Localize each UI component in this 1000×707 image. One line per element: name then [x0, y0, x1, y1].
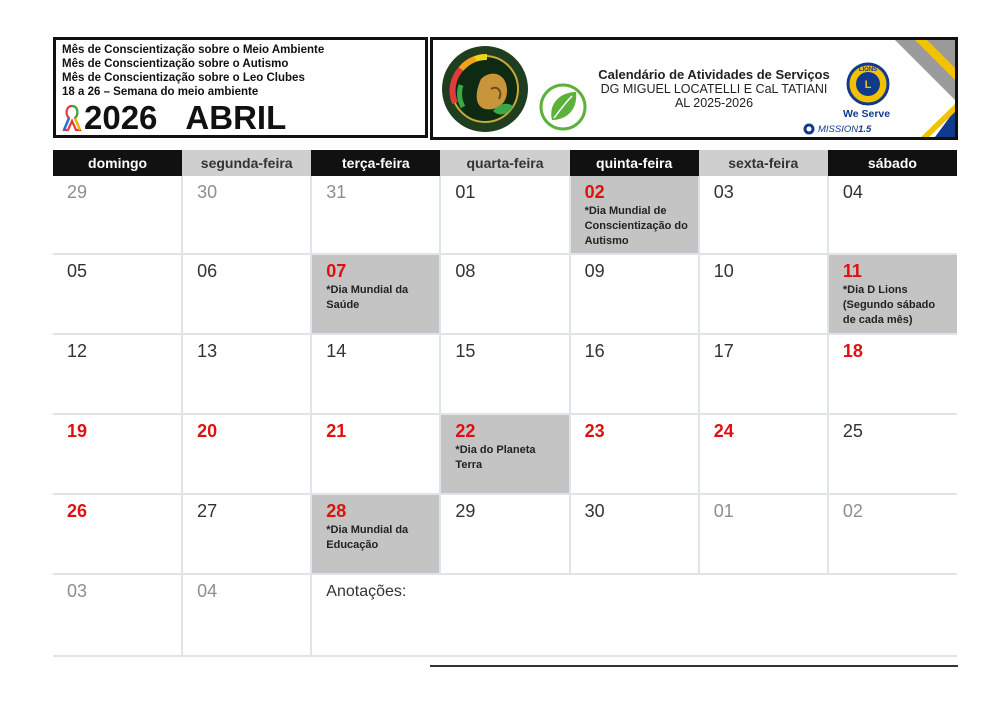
- weekday-header-row: [53, 150, 957, 176]
- calendar-title: Calendário de Atividades de Serviços: [598, 67, 830, 82]
- day-number: 15: [455, 341, 476, 361]
- day-number: 14: [326, 341, 347, 361]
- day-number: 19: [67, 421, 88, 441]
- day-cell[interactable]: [53, 254, 182, 334]
- day-cell[interactable]: [53, 334, 182, 414]
- day-cell[interactable]: [570, 254, 699, 334]
- day-number: 06: [197, 261, 218, 281]
- week-row: [53, 494, 957, 574]
- day-number: 03: [713, 182, 734, 202]
- day-cell[interactable]: [53, 414, 182, 494]
- awareness-panel: [53, 37, 428, 138]
- day-number: 01: [713, 501, 734, 521]
- day-cell[interactable]: [828, 494, 957, 574]
- day-cell[interactable]: [699, 494, 828, 574]
- day-number: 08: [455, 261, 476, 281]
- weekday-header: terça-feira: [311, 150, 440, 176]
- annotations-area[interactable]: [311, 574, 957, 656]
- day-cell[interactable]: [570, 494, 699, 574]
- day-number: 23: [584, 421, 605, 441]
- lions-emblem-icon: [846, 62, 890, 106]
- day-cell[interactable]: [440, 176, 569, 254]
- day-number: 10: [713, 261, 734, 281]
- day-cell[interactable]: [570, 414, 699, 494]
- day-cell[interactable]: [440, 334, 569, 414]
- day-cell[interactable]: [699, 414, 828, 494]
- svg-text:LIONS: LIONS: [858, 67, 878, 73]
- day-number: 07: [326, 261, 347, 281]
- day-number: 03: [67, 581, 88, 601]
- footer-divider: [430, 665, 958, 667]
- day-cell-event[interactable]: [311, 254, 440, 334]
- day-number: 29: [67, 182, 88, 202]
- weekday-header: sexta-feira: [699, 150, 828, 176]
- lions-logo: [846, 62, 890, 106]
- day-cell[interactable]: [699, 254, 828, 334]
- day-cell[interactable]: [182, 494, 311, 574]
- day-number: 24: [713, 421, 734, 441]
- day-cell-event[interactable]: [440, 414, 569, 494]
- day-number: 30: [584, 501, 605, 521]
- day-cell[interactable]: [182, 574, 311, 656]
- day-number: 28: [326, 501, 347, 521]
- day-cell[interactable]: [311, 334, 440, 414]
- leaf-icon: [538, 82, 588, 132]
- month-title: [62, 100, 286, 136]
- day-cell[interactable]: [828, 414, 957, 494]
- awareness-line: 18 a 26 – Semana do meio ambiente: [62, 86, 259, 98]
- day-number: 20: [197, 421, 218, 441]
- mission-number: 1.5: [858, 123, 872, 135]
- day-cell-event[interactable]: [828, 254, 957, 334]
- day-cell[interactable]: [440, 494, 569, 574]
- mission-label: [803, 123, 871, 135]
- day-number: 01: [455, 182, 476, 202]
- week-row: [53, 414, 957, 494]
- weekday-header: sábado: [828, 150, 957, 176]
- day-number: 16: [584, 341, 605, 361]
- day-number: 29: [455, 501, 476, 521]
- day-cell-event[interactable]: [570, 176, 699, 254]
- mission-text: MISSION: [818, 123, 859, 135]
- day-cell[interactable]: [440, 254, 569, 334]
- day-number: 31: [326, 182, 347, 202]
- day-number: 02: [584, 182, 605, 202]
- day-cell[interactable]: [53, 494, 182, 574]
- calendar-heading: [583, 67, 845, 110]
- day-number: 26: [67, 501, 88, 521]
- day-number: 30: [197, 182, 218, 202]
- svg-text:L: L: [864, 79, 872, 91]
- we-serve-label: We Serve: [843, 108, 891, 120]
- annotations-label: Anotações:: [326, 583, 407, 600]
- day-number: 11: [842, 261, 862, 281]
- awareness-line: Mês de Conscientização sobre o Meio Ambiente: [62, 44, 325, 56]
- awareness-line: Mês de Conscientização sobre o Leo Clubes: [62, 72, 305, 84]
- event-note: *Dia Mundial da Saúde: [326, 284, 409, 311]
- day-cell-event[interactable]: [311, 494, 440, 574]
- term-label: AL 2025-2026: [674, 96, 754, 110]
- day-number: 02: [842, 501, 863, 521]
- day-cell[interactable]: [182, 414, 311, 494]
- mission-logo-icon: [803, 123, 815, 135]
- day-number: 12: [67, 341, 88, 361]
- day-number: 22: [455, 421, 476, 441]
- weekday-header: segunda-feira: [182, 150, 311, 176]
- governor-name: DG MIGUEL LOCATELLI E CaL TATIANI: [600, 82, 828, 96]
- day-cell[interactable]: [53, 176, 182, 254]
- day-cell[interactable]: [182, 334, 311, 414]
- day-cell[interactable]: [182, 176, 311, 254]
- week-row: [53, 574, 957, 656]
- day-cell[interactable]: [182, 254, 311, 334]
- day-number: 05: [67, 261, 88, 281]
- year-label: 2026: [84, 99, 158, 136]
- day-number: 04: [197, 581, 218, 601]
- environment-seal-icon: [441, 45, 529, 133]
- awareness-line: Mês de Conscientização sobre o Autismo: [62, 58, 289, 70]
- month-label: ABRIL: [185, 99, 287, 136]
- weekday-header: quinta-feira: [570, 150, 699, 176]
- day-number: 13: [197, 341, 218, 361]
- day-cell[interactable]: [311, 176, 440, 254]
- day-number: 09: [584, 261, 605, 281]
- district-banner: [430, 37, 958, 140]
- week-row: [53, 254, 957, 334]
- day-number: 18: [842, 341, 863, 361]
- day-cell[interactable]: [311, 414, 440, 494]
- day-number: 04: [842, 182, 863, 202]
- day-number: 25: [842, 421, 863, 441]
- day-cell[interactable]: [828, 176, 957, 254]
- day-number: 21: [326, 421, 347, 441]
- calendar-grid: [53, 150, 957, 657]
- event-note: *Dia do Planeta Terra: [455, 444, 536, 471]
- day-cell[interactable]: [570, 334, 699, 414]
- event-note: *Dia Mundial de Conscientização do Autismo: [584, 205, 688, 247]
- weekday-header: domingo: [53, 150, 182, 176]
- day-cell[interactable]: [699, 334, 828, 414]
- day-cell[interactable]: [828, 334, 957, 414]
- event-note: *Dia Mundial da Educação: [326, 524, 409, 551]
- autism-ribbon-icon: [62, 104, 82, 132]
- day-cell[interactable]: [699, 176, 828, 254]
- weekday-header: quarta-feira: [440, 150, 569, 176]
- event-note: *Dia D Lions (Segundo sábado de cada mês): [842, 284, 936, 326]
- day-cell[interactable]: [53, 574, 182, 656]
- week-row: [53, 334, 957, 414]
- day-number: 17: [713, 341, 734, 361]
- day-number: 27: [197, 501, 218, 521]
- week-row: [53, 176, 957, 254]
